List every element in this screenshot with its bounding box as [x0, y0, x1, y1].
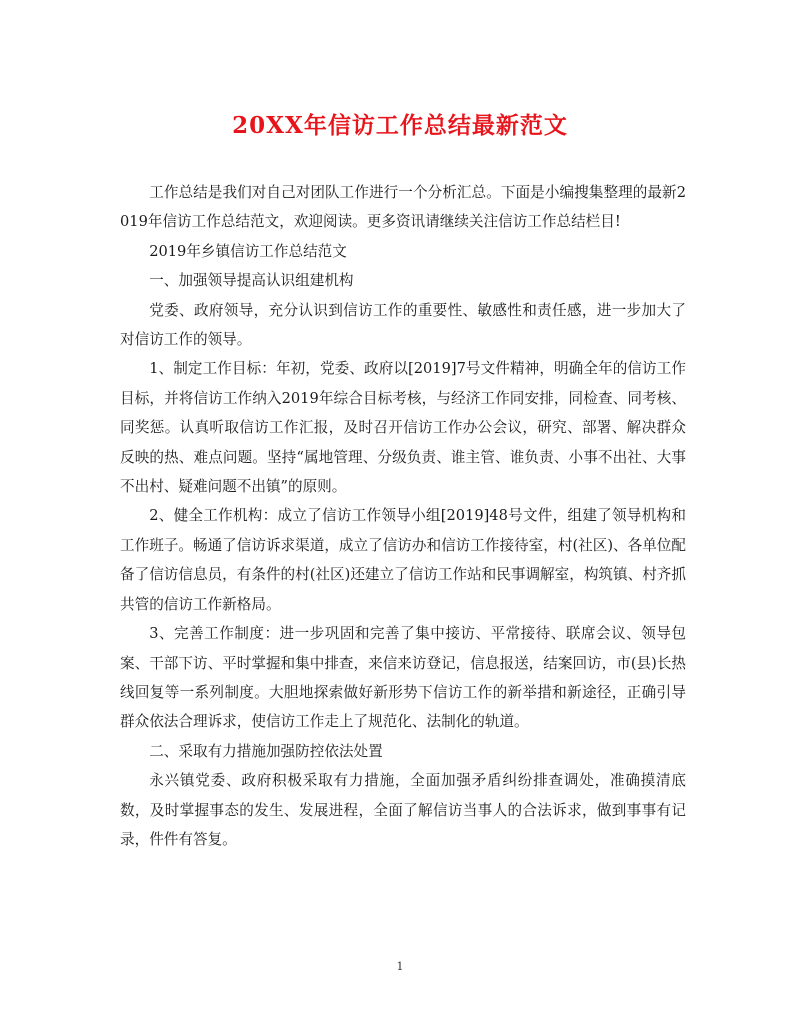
section-heading-1: 一、加强领导提高认识组建机构 — [149, 272, 354, 290]
page-number: 1 — [396, 960, 404, 973]
subtitle-paragraph: 2019年乡镇信访工作总结范文 — [149, 242, 347, 260]
document-title: 20XX年信访工作总结最新范文 — [232, 112, 568, 139]
body-paragraph: 2、健全工作机构：成立了信访工作领导小组[2019]48号文件，组建了领导机构和工作班子。畅通了信访诉求渠道，成立了信访办和信访工作接待室，村(社区)、各单位配备了信访信息员，有条件的村(社区)还建立了信访工作站和民事调解室，构筑镇、村齐抓共管的信访工作新格局。 — [120, 507, 686, 613]
intro-paragraph: 工作总结是我们对自己对团队工作进行一个分析汇总。下面是小编搜集整理的最新2019年信访工作总结范文，欢迎阅读。更多资讯请继续关注信访工作总结栏目! — [120, 184, 686, 231]
document-body — [120, 178, 686, 854]
body-paragraph: 3、完善工作制度：进一步巩固和完善了集中接访、平常接待、联席会议、领导包案、干部下访、平时掌握和集中排查，来信来访登记，信息报送，结案回访，市(县)长热线回复等一系列制度。大胆地探索做好新形势下信访工作的新举措和新途径，正确引导群众依法合理诉求，使信访工作走上了规范化、法制化的轨道。 — [120, 625, 686, 731]
body-paragraph: 永兴镇党委、政府积极采取有力措施，全面加强矛盾纠纷排查调处，准确摸清底数，及时掌握事态的发生、发展进程，全面了解信访当事人的合法诉求，做到事事有记录，件件有答复。 — [120, 772, 686, 848]
body-paragraph: 党委、政府领导，充分认识到信访工作的重要性、敏感性和责任感，进一步加大了对信访工作的领导。 — [120, 301, 686, 349]
section-heading-2: 二、采取有力措施加强防控依法处置 — [149, 742, 383, 760]
body-paragraph: 1、制定工作目标：年初，党委、政府以[2019]7号文件精神，明确全年的信访工作目标，并将信访工作纳入2019年综合目标考核，与经济工作同安排，同检查、同考核、同奖惩。认真听取信访工作汇报，及时召开信访工作办公会议，研究、部署、解决群众反映的热、难点问题。坚持“属地管理、分级负责、谁主管、谁负责、小事不出社、大事不出村、疑难问题不出镇”的原则。 — [120, 360, 686, 496]
